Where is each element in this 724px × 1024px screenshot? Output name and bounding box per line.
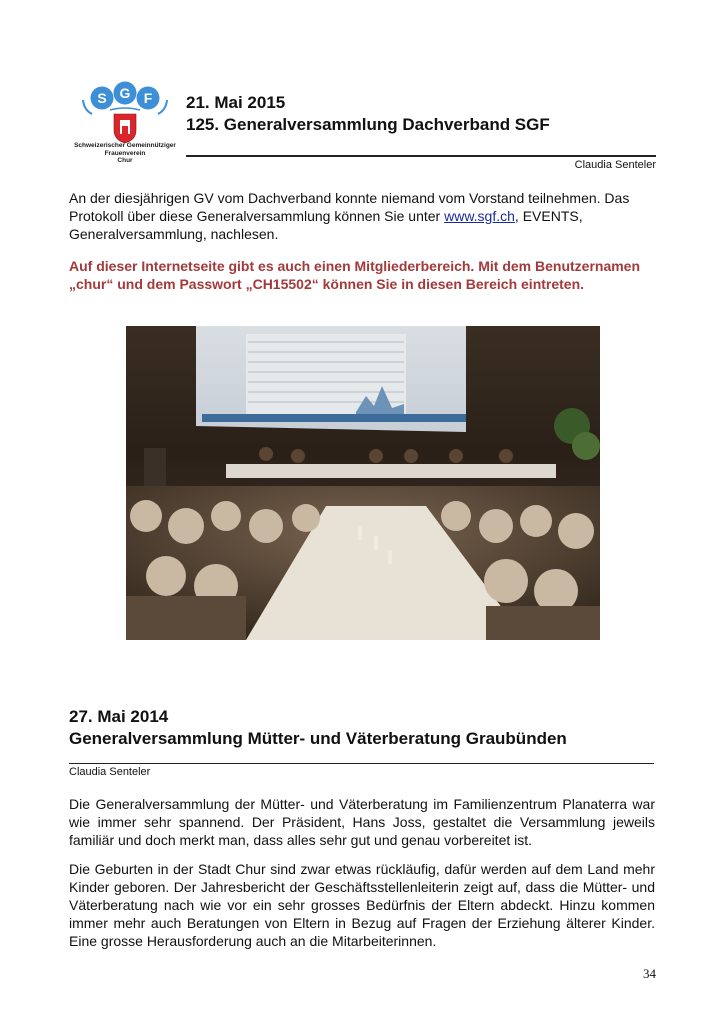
section1-title: 125. Generalversammlung Dachverband SGF — [186, 115, 550, 134]
logo-letter-f: F — [143, 90, 153, 106]
section1-paragraph — [69, 189, 659, 243]
logo-letter-g: G — [119, 85, 131, 101]
section2-divider — [69, 763, 654, 764]
sgf-emblem-icon — [70, 80, 180, 144]
section1-paragraph-tail: , EVENTS, Generalversammlung, nachlesen. — [69, 208, 583, 242]
section2-paragraph-2: Die Geburten in der Stadt Chur sind zwar etwas rückläufig, dafür werden auf dem Land mehr Kinder geboren. Der Jahresbericht der Geschäftsstellenleiterin zeigt auf, dass die Mütter- und Väterberatung nach wie vor ein sehr grosses Bedürfnis der Eltern abdeckt. Hinzu kommen immer mehr auch Beratungen von Eltern in Bezug auf Fragen der Erziehung älterer Kinder. Eine grosse Herausforderung auch an die Mitarbeiterinnen. — [69, 861, 655, 949]
page-number: 34 — [643, 966, 656, 981]
logo-letter-s: S — [97, 90, 107, 106]
logo-line-2: Frauenverein — [104, 149, 146, 157]
section2-paragraph-1: Die Generalversammlung der Mütter- und Väterberatung im Familienzentrum Planaterra war wie immer sehr spannend. Der Präsident, Hans Joss, gestaltet die Versammlung jeweils familiär und doch merkt man, dass alles sehr gut und genau vorbereitet ist. — [69, 796, 655, 848]
sgf-logo — [70, 80, 180, 180]
assembly-photo — [126, 326, 600, 640]
member-area-notice: Auf dieser Internetseite gibt es auch einen Mitgliederbereich. Mit dem Benutzernamen „chur“ und dem Passwort „CH15502“ können Sie in diesen Bereich eintreten. — [69, 258, 641, 292]
section1-divider — [186, 155, 656, 157]
logo-caption — [70, 142, 180, 165]
section1-date: 21. Mai 2015 — [186, 93, 286, 112]
section2-title: Generalversammlung Mütter- und Väterberatung Graubünden — [69, 729, 567, 748]
logo-line-3: Chur — [117, 157, 133, 164]
sgf-website-link[interactable]: www.sgf.ch — [444, 208, 515, 224]
section2-date: 27. Mai 2014 — [69, 707, 169, 726]
section2-author: Claudia Senteler — [69, 766, 151, 778]
logo-line-1: Schweizerischer Gemeinnütziger — [74, 142, 176, 149]
section1-paragraph-text: An der diesjährigen GV vom Dachverband konnte niemand vom Vorstand teilnehmen. Das Protokoll über diese Generalversammlung können Sie unter — [69, 190, 630, 224]
section1-author: Claudia Senteler — [574, 159, 656, 171]
